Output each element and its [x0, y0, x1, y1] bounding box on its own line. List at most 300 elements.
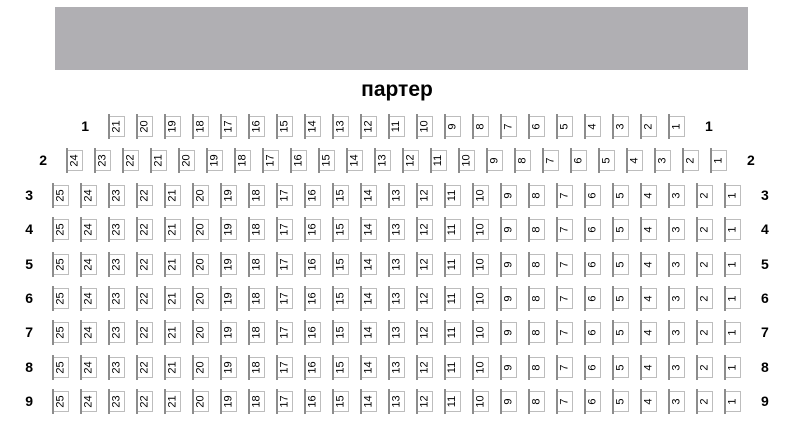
seat[interactable]: [53, 288, 69, 309]
seat[interactable]: [221, 185, 237, 206]
seat-number: 7: [558, 329, 571, 336]
row-label-left: 6: [25, 289, 33, 306]
seat-number: 23: [110, 361, 123, 374]
seat[interactable]: [137, 219, 153, 240]
seat[interactable]: [389, 357, 405, 378]
seat[interactable]: [725, 185, 741, 206]
seat-number: 14: [362, 361, 375, 374]
seat[interactable]: [445, 357, 461, 378]
seat[interactable]: [585, 357, 601, 378]
seat-number: 22: [138, 361, 151, 374]
seat-number: 19: [222, 292, 235, 305]
seat[interactable]: [641, 357, 657, 378]
seat[interactable]: [193, 357, 209, 378]
seat[interactable]: [697, 357, 713, 378]
seat[interactable]: [585, 116, 601, 137]
seat[interactable]: [501, 357, 517, 378]
seat[interactable]: [473, 322, 489, 343]
seat[interactable]: [725, 254, 741, 275]
seat[interactable]: [459, 150, 475, 171]
seat-number: 15: [278, 120, 291, 133]
seat[interactable]: [53, 185, 69, 206]
seat[interactable]: [445, 322, 461, 343]
seat[interactable]: [109, 254, 125, 275]
seat[interactable]: [305, 254, 321, 275]
seat-number: 7: [558, 261, 571, 268]
seat[interactable]: [641, 288, 657, 309]
seat-number: 24: [82, 292, 95, 305]
seat[interactable]: [585, 219, 601, 240]
seat[interactable]: [81, 219, 97, 240]
seat-number: 12: [418, 326, 431, 339]
seat[interactable]: [151, 150, 167, 171]
seat[interactable]: [221, 219, 237, 240]
seat[interactable]: [165, 391, 181, 412]
seat[interactable]: [249, 185, 265, 206]
seat[interactable]: [697, 391, 713, 412]
seat[interactable]: [725, 357, 741, 378]
seat[interactable]: [725, 322, 741, 343]
seat[interactable]: [613, 254, 629, 275]
seat[interactable]: [557, 116, 573, 137]
seat[interactable]: [333, 357, 349, 378]
seat-number: 17: [278, 189, 291, 202]
seat-number: 13: [390, 223, 403, 236]
seat[interactable]: [571, 150, 587, 171]
seat[interactable]: [193, 219, 209, 240]
seat-number: 23: [96, 154, 109, 168]
seat[interactable]: [221, 391, 237, 412]
seat[interactable]: [669, 322, 685, 343]
seat[interactable]: [277, 219, 293, 240]
seat[interactable]: [389, 322, 405, 343]
seat[interactable]: [67, 150, 83, 171]
seat-number: 25: [54, 326, 67, 339]
seat[interactable]: [81, 254, 97, 275]
seat[interactable]: [613, 219, 629, 240]
seat-number: 8: [530, 226, 543, 233]
seat[interactable]: [487, 150, 503, 171]
seat[interactable]: [445, 185, 461, 206]
seat[interactable]: [165, 185, 181, 206]
seat-rows: [0, 116, 794, 412]
seat[interactable]: [333, 254, 349, 275]
seat[interactable]: [137, 322, 153, 343]
seat[interactable]: [501, 322, 517, 343]
seat[interactable]: [613, 185, 629, 206]
seat-number: 7: [558, 192, 571, 199]
seat[interactable]: [305, 185, 321, 206]
seat-number: 11: [446, 327, 459, 339]
seat[interactable]: [473, 357, 489, 378]
seat-number: 21: [166, 189, 179, 202]
row-label-right: 7: [761, 324, 769, 341]
seat[interactable]: [109, 185, 125, 206]
seat[interactable]: [473, 391, 489, 412]
seat-number: 11: [446, 189, 459, 201]
row-label-right: 4: [761, 221, 769, 238]
row-label-right: 6: [761, 289, 769, 306]
seat[interactable]: [109, 288, 125, 309]
seat[interactable]: [361, 391, 377, 412]
seat[interactable]: [417, 219, 433, 240]
seat[interactable]: [333, 322, 349, 343]
seats-strip: [67, 150, 727, 171]
seat[interactable]: [319, 150, 335, 171]
seat-number: 7: [558, 295, 571, 302]
seat[interactable]: [137, 391, 153, 412]
seat[interactable]: [697, 185, 713, 206]
seat[interactable]: [277, 322, 293, 343]
seat[interactable]: [557, 322, 573, 343]
seat[interactable]: [641, 391, 657, 412]
seat[interactable]: [557, 357, 573, 378]
seat[interactable]: [683, 150, 699, 171]
seat[interactable]: [501, 116, 517, 137]
seat-number: 10: [460, 154, 473, 168]
seat[interactable]: [613, 116, 629, 137]
seat-number: 12: [418, 395, 431, 408]
seat-number: 25: [54, 292, 67, 305]
seat[interactable]: [249, 391, 265, 412]
seat[interactable]: [613, 322, 629, 343]
seat[interactable]: [417, 254, 433, 275]
seat[interactable]: [417, 116, 433, 137]
seat[interactable]: [291, 150, 307, 171]
seat-number: 2: [698, 364, 711, 371]
seat[interactable]: [641, 219, 657, 240]
seat-number: 14: [362, 257, 375, 271]
seat[interactable]: [249, 116, 265, 137]
seat-number: 5: [614, 261, 627, 268]
seat[interactable]: [249, 219, 265, 240]
seat[interactable]: [361, 219, 377, 240]
seat[interactable]: [249, 357, 265, 378]
seat[interactable]: [221, 254, 237, 275]
seat[interactable]: [305, 357, 321, 378]
seat-number: 1: [712, 157, 725, 164]
seat-row: [0, 391, 794, 412]
seat-number: 9: [502, 192, 515, 199]
seat[interactable]: [501, 288, 517, 309]
seat[interactable]: [669, 185, 685, 206]
seat[interactable]: [627, 150, 643, 171]
seat[interactable]: [389, 391, 405, 412]
seat[interactable]: [347, 150, 363, 171]
seat-number: 8: [530, 329, 543, 336]
seat[interactable]: [417, 391, 433, 412]
seat[interactable]: [361, 116, 377, 137]
seat[interactable]: [193, 185, 209, 206]
seat[interactable]: [207, 150, 223, 171]
seat[interactable]: [193, 254, 209, 275]
seat[interactable]: [277, 116, 293, 137]
seat[interactable]: [389, 254, 405, 275]
seat[interactable]: [277, 185, 293, 206]
seat[interactable]: [249, 322, 265, 343]
seat[interactable]: [333, 185, 349, 206]
seat[interactable]: [263, 150, 279, 171]
seat[interactable]: [249, 288, 265, 309]
seat[interactable]: [529, 116, 545, 137]
seat-number: 15: [334, 257, 347, 271]
seat-number: 14: [306, 120, 319, 133]
seat[interactable]: [361, 288, 377, 309]
seat[interactable]: [137, 288, 153, 309]
seat[interactable]: [501, 219, 517, 240]
seat-number: 3: [670, 295, 683, 302]
seat[interactable]: [515, 150, 531, 171]
seat[interactable]: [613, 357, 629, 378]
seat[interactable]: [193, 322, 209, 343]
seat[interactable]: [81, 185, 97, 206]
seat-number: 15: [334, 292, 347, 305]
seat[interactable]: [165, 116, 181, 137]
seat[interactable]: [669, 391, 685, 412]
seat[interactable]: [361, 322, 377, 343]
seat[interactable]: [613, 391, 629, 412]
seat[interactable]: [249, 254, 265, 275]
seat[interactable]: [81, 357, 97, 378]
seat[interactable]: [53, 357, 69, 378]
row-label-left: 4: [25, 221, 33, 238]
seat[interactable]: [529, 391, 545, 412]
seat[interactable]: [431, 150, 447, 171]
seat[interactable]: [361, 357, 377, 378]
seat[interactable]: [221, 357, 237, 378]
seat-number: 12: [418, 361, 431, 374]
seat[interactable]: [221, 116, 237, 137]
seat[interactable]: [221, 288, 237, 309]
seat[interactable]: [557, 254, 573, 275]
seat[interactable]: [179, 150, 195, 171]
seat[interactable]: [389, 219, 405, 240]
seat[interactable]: [655, 150, 671, 171]
seat[interactable]: [473, 185, 489, 206]
seat[interactable]: [277, 254, 293, 275]
seat[interactable]: [473, 116, 489, 137]
seat[interactable]: [277, 288, 293, 309]
seat[interactable]: [445, 116, 461, 137]
seat[interactable]: [109, 391, 125, 412]
seat-number: 3: [670, 398, 683, 405]
seat-number: 18: [236, 154, 249, 168]
seat[interactable]: [529, 185, 545, 206]
seat[interactable]: [669, 219, 685, 240]
seat[interactable]: [53, 391, 69, 412]
seat[interactable]: [669, 116, 685, 137]
seat-number: 15: [334, 326, 347, 339]
seat[interactable]: [95, 150, 111, 171]
seat[interactable]: [333, 219, 349, 240]
seat[interactable]: [221, 322, 237, 343]
seat[interactable]: [137, 254, 153, 275]
seat[interactable]: [165, 288, 181, 309]
seat[interactable]: [53, 219, 69, 240]
seat[interactable]: [123, 150, 139, 171]
seat[interactable]: [711, 150, 727, 171]
seat[interactable]: [417, 288, 433, 309]
seat[interactable]: [697, 254, 713, 275]
seat[interactable]: [305, 219, 321, 240]
seat[interactable]: [697, 219, 713, 240]
seat[interactable]: [725, 288, 741, 309]
seat-number: 4: [642, 192, 655, 199]
seat[interactable]: [557, 391, 573, 412]
seat[interactable]: [543, 150, 559, 171]
seat[interactable]: [361, 254, 377, 275]
seat[interactable]: [137, 357, 153, 378]
seat-number: 4: [642, 226, 655, 233]
seat-number: 1: [726, 226, 739, 233]
seat[interactable]: [333, 391, 349, 412]
seat-number: 18: [250, 326, 263, 339]
seat[interactable]: [557, 288, 573, 309]
seat[interactable]: [697, 322, 713, 343]
seat[interactable]: [235, 150, 251, 171]
seat[interactable]: [165, 219, 181, 240]
seat[interactable]: [557, 185, 573, 206]
seat[interactable]: [641, 322, 657, 343]
seat[interactable]: [193, 116, 209, 137]
seat[interactable]: [529, 288, 545, 309]
seat-number: 8: [530, 398, 543, 405]
seat[interactable]: [445, 219, 461, 240]
seat[interactable]: [501, 254, 517, 275]
seat[interactable]: [669, 288, 685, 309]
seat[interactable]: [445, 391, 461, 412]
seat-number: 13: [376, 154, 389, 168]
seat-number: 23: [110, 257, 123, 271]
seat-number: 18: [250, 292, 263, 305]
seat[interactable]: [641, 185, 657, 206]
seat[interactable]: [305, 391, 321, 412]
seat-number: 19: [222, 326, 235, 339]
seat[interactable]: [277, 357, 293, 378]
seat[interactable]: [613, 288, 629, 309]
seat[interactable]: [165, 357, 181, 378]
seat[interactable]: [165, 322, 181, 343]
seat[interactable]: [473, 254, 489, 275]
seat[interactable]: [375, 150, 391, 171]
seat[interactable]: [81, 391, 97, 412]
seat-number: 10: [474, 223, 487, 236]
seat-number: 15: [334, 361, 347, 374]
seat[interactable]: [501, 185, 517, 206]
seat[interactable]: [445, 254, 461, 275]
seat[interactable]: [333, 116, 349, 137]
seat[interactable]: [669, 357, 685, 378]
seat[interactable]: [403, 150, 419, 171]
seat[interactable]: [585, 322, 601, 343]
seat[interactable]: [389, 288, 405, 309]
seat-number: 17: [278, 292, 291, 305]
seat-number: 12: [362, 120, 375, 133]
seat[interactable]: [599, 150, 615, 171]
seat-number: 20: [194, 361, 207, 374]
seat[interactable]: [277, 391, 293, 412]
seat[interactable]: [417, 322, 433, 343]
seat[interactable]: [697, 288, 713, 309]
seat[interactable]: [585, 391, 601, 412]
seat[interactable]: [529, 357, 545, 378]
section-title: партер: [361, 78, 433, 101]
seat-number: 18: [194, 120, 207, 133]
seat[interactable]: [529, 322, 545, 343]
seat[interactable]: [557, 219, 573, 240]
seat-number: 5: [614, 398, 627, 405]
seat[interactable]: [585, 254, 601, 275]
seat[interactable]: [641, 116, 657, 137]
seat[interactable]: [641, 254, 657, 275]
seat[interactable]: [53, 322, 69, 343]
seat[interactable]: [473, 219, 489, 240]
seat-number: 20: [194, 223, 207, 236]
seat[interactable]: [473, 288, 489, 309]
seat-number: 9: [488, 157, 501, 164]
seat[interactable]: [389, 185, 405, 206]
seat[interactable]: [53, 254, 69, 275]
seat-number: 14: [362, 395, 375, 408]
seat[interactable]: [445, 288, 461, 309]
seat-number: 6: [530, 123, 543, 130]
seats-strip: [53, 391, 741, 412]
seat[interactable]: [165, 254, 181, 275]
seat-number: 20: [194, 326, 207, 339]
seat[interactable]: [137, 185, 153, 206]
seat[interactable]: [585, 185, 601, 206]
seat[interactable]: [305, 322, 321, 343]
seat-number: 1: [726, 261, 739, 268]
seat[interactable]: [725, 219, 741, 240]
seat[interactable]: [725, 391, 741, 412]
seat-number: 7: [558, 364, 571, 371]
seat[interactable]: [389, 116, 405, 137]
seat[interactable]: [193, 288, 209, 309]
seat-number: 15: [334, 395, 347, 408]
seat[interactable]: [109, 322, 125, 343]
seat[interactable]: [81, 288, 97, 309]
seat-number: 19: [222, 223, 235, 236]
seat[interactable]: [529, 254, 545, 275]
seat[interactable]: [193, 391, 209, 412]
seat[interactable]: [137, 116, 153, 137]
seat[interactable]: [305, 116, 321, 137]
seat-number: 19: [222, 395, 235, 408]
seat-row: [0, 322, 794, 343]
seat[interactable]: [109, 219, 125, 240]
seat-number: 3: [670, 192, 683, 199]
seat[interactable]: [361, 185, 377, 206]
seat-number: 3: [670, 329, 683, 336]
seat-number: 7: [558, 398, 571, 405]
seat[interactable]: [585, 288, 601, 309]
row-label-left: 5: [25, 255, 33, 272]
seat[interactable]: [417, 357, 433, 378]
seat-number: 20: [194, 292, 207, 305]
seat[interactable]: [333, 288, 349, 309]
seat[interactable]: [529, 219, 545, 240]
seat[interactable]: [501, 391, 517, 412]
seat-number: 7: [502, 123, 515, 130]
seat[interactable]: [669, 254, 685, 275]
seat[interactable]: [417, 185, 433, 206]
seat[interactable]: [109, 357, 125, 378]
row-label-right: 9: [761, 393, 769, 410]
seat[interactable]: [81, 322, 97, 343]
seat[interactable]: [109, 116, 125, 137]
seat[interactable]: [305, 288, 321, 309]
